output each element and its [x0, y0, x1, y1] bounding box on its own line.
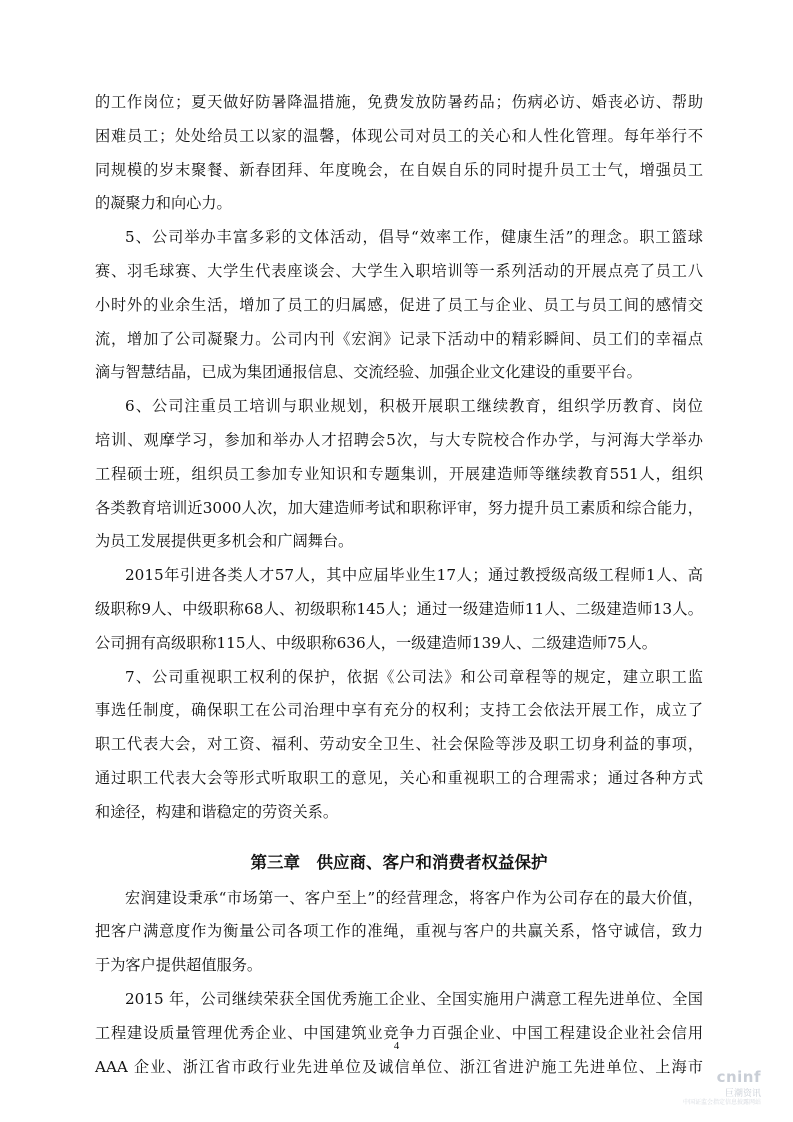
text-line: 把客户满意度作为衡量公司各项工作的准绳，重视与客户的共赢关系，恪守诚信，致力 — [95, 922, 703, 941]
text-line: 工程硕士班，组织员工参加专业知识和专题集训，开展建造师等继续教育551人，组织 — [95, 464, 703, 483]
chapter-title: 第三章 供应商、客户和消费者权益保护 — [250, 852, 548, 872]
text-line: AAA 企业、浙江省市政行业先进单位及诚信单位、浙江省进沪施工先进单位、上海市 — [95, 1057, 703, 1076]
text-line: 事选任制度，确保职工在公司治理中享有充分的权利；支持工会依法开展工作，成立了 — [95, 701, 703, 720]
page-number: 4 — [393, 1040, 400, 1052]
text-line: 各类教育培训近3000人次，加大建造师考试和职称评审，努力提升员工素质和综合能力， — [95, 498, 703, 517]
page-content — [95, 86, 703, 1084]
paragraph — [95, 983, 703, 1084]
text-line: 赛、羽毛球赛、大学生代表座谈会、大学生入职培训等一系列活动的开展点亮了员工八 — [95, 261, 703, 280]
text-line: 的工作岗位；夏天做好防暑降温措施，免费发放防暑药品；伤病必访、婚丧必访、帮助 — [95, 93, 703, 111]
text-line: 困难员工；处处给员工以家的温馨，体现公司对员工的关心和人性化管理。每年举行不 — [95, 126, 703, 145]
paragraph — [95, 661, 703, 830]
text-line: 级职称9人、中级职称68人、初级职称145人；通过一级建造师11人、二级建造师13人。 — [95, 599, 703, 618]
text-line: 小时外的业余生活，增加了员工的归属感，促进了员工与企业、员工与员工间的感情交 — [95, 295, 703, 314]
text-line: 通过职工代表大会等形式听取职工的意见，关心和重视职工的合理需求；通过各种方式 — [95, 768, 703, 787]
text-line: 6、公司注重员工培训与职业规划，积极开展职工继续教育，组织学历教育、岗位 — [125, 397, 703, 416]
watermark-subtitle: 巨潮资讯 — [724, 1089, 761, 1099]
cninfo-watermark — [673, 1066, 763, 1110]
text-line: 公司拥有高级职称115人、中级职称636人，一级建造师139人、二级建造师75人。 — [95, 633, 657, 652]
text-line: 滴与智慧结晶，已成为集团通报信息、交流经验、加强企业文化建设的重要平台。 — [95, 363, 642, 382]
text-line: 7、公司重视职工权利的保护，依据《公司法》和公司章程等的规定，建立职工监 — [125, 667, 703, 686]
text-line: 流，增加了公司凝聚力。公司内刊《宏润》记录下活动中的精彩瞬间、员工们的幸福点 — [95, 329, 703, 348]
paragraph — [95, 390, 703, 559]
text-line: 为员工发展提供更多机会和广阔舞台。 — [95, 532, 354, 551]
text-line: 工程建设质量管理优秀企业、中国建筑业竞争力百强企业、中国工程建设企业社会信用 — [95, 1023, 703, 1042]
text-line: 职工代表大会，对工资、福利、劳动安全卫生、社会保险等涉及职工切身利益的事项， — [95, 735, 703, 754]
paragraph — [95, 86, 703, 221]
text-line: 宏润建设秉承“市场第一、客户至上”的经营理念，将客户作为公司存在的最大价值， — [125, 888, 703, 907]
text-line: 2015年引进各类人才57人，其中应届毕业生17人；通过教授级高级工程师1人、高 — [125, 566, 703, 585]
watermark-logo: cninf — [716, 1068, 761, 1086]
text-line: 于为客户提供超值服务。 — [95, 956, 263, 975]
text-line: 2015 年，公司继续荣获全国优秀施工企业、全国实施用户满意工程先进单位、全国 — [125, 989, 703, 1008]
text-line: 培训、观摩学习，参加和举办人才招聘会5次，与大专院校合作办学，与河海大学举办 — [95, 430, 703, 449]
text-line: 5、公司举办丰富多彩的文体活动，倡导“效率工作，健康生活”的理念。职工篮球 — [125, 228, 703, 247]
paragraph — [95, 882, 703, 983]
watermark-caption: 中国证监会指定信息披露网站 — [682, 1099, 761, 1106]
paragraph-group-1 — [95, 86, 703, 830]
paragraph — [95, 221, 703, 390]
text-line: 和途径，构建和谐稳定的劳资关系。 — [95, 802, 338, 821]
text-line: 的凝聚力和向心力。 — [95, 194, 232, 213]
text-line: 同规模的岁末聚餐、新春团拜、年度晚会，在自娱自乐的同时提升员工士气，增强员工 — [95, 160, 703, 179]
paragraph — [95, 559, 703, 660]
paragraph-group-2 — [95, 882, 703, 1085]
